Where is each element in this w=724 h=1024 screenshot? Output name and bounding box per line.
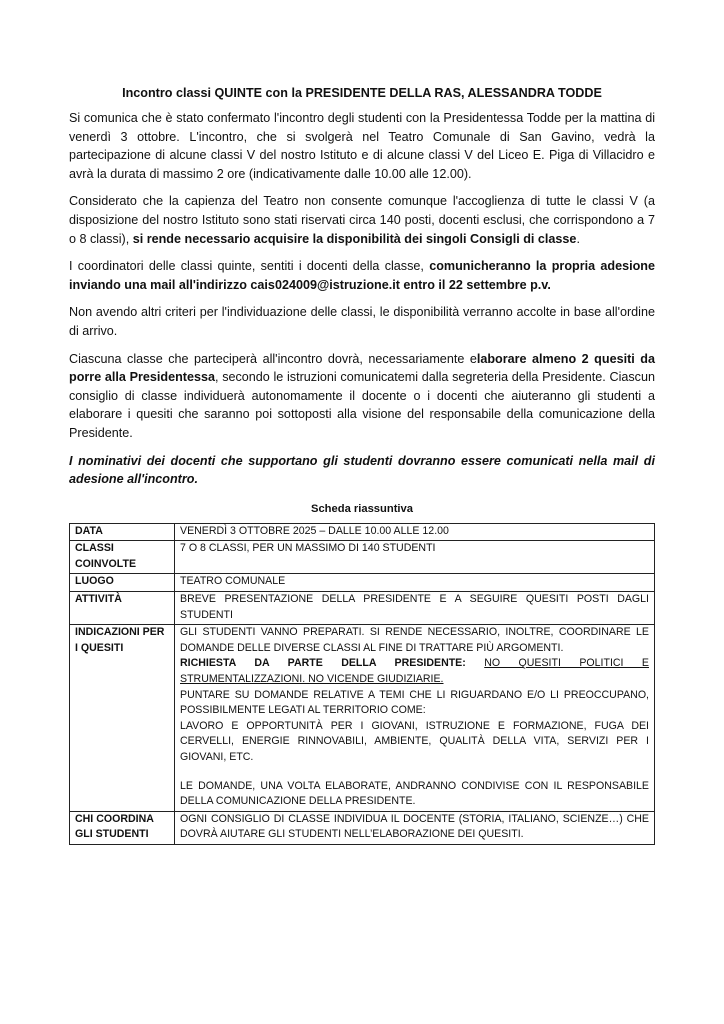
questions-text-end: , secondo le istruzioni comunicatemi dalla segreteria della Presidente. Ciascun consiglio di classe individuerà autonomamente il docente o i docenti che aiuteranno gli studenti a elaborare i quesiti che saranno poi sottoposti alla visione del responsabile della comunicazione della Presidente. <box>69 370 655 440</box>
president-request-text: NO QUESITI POLITICI E STRUMENTALIZZAZIONI. NO VICENDE GIUDIZIARIE. <box>180 657 649 686</box>
coordinators-text: I coordinatori delle classi quinte, sentiti i docenti della classe, <box>69 259 430 274</box>
questions-bold-text: laborare almeno 2 quesiti da porre alla Presidentessa <box>69 351 655 385</box>
row-label-activity: ATTIVITÀ <box>70 592 175 625</box>
row-label-question-guidelines: INDICAZIONI PER I QUESITI <box>70 625 175 812</box>
capacity-end: . <box>576 231 580 246</box>
row-value-coordinator: OGNI CONSIGLIO DI CLASSE INDIVIDUA IL DOCENTE (STORIA, ITALIANO, SCIENZE…) CHE DOVRÀ AIUTARE GLI STUDENTI NELL’ELABORAZIONE DEI QUESITI. <box>180 812 649 841</box>
capacity-bold-text: si rende necessario acquisire la disponibilità dei singoli Consigli di classe <box>132 231 577 246</box>
row-value-activity: BREVE PRESENTAZIONE DELLA PRESIDENTE E A SEGUIRE QUESITI POSTI DAGLI STUDENTI <box>180 593 649 621</box>
document-title: Incontro classi QUINTE con la PRESIDENTE DELLA RAS, ALESSANDRA TODDE <box>122 86 602 100</box>
table-row <box>70 811 655 844</box>
paragraph-questions <box>69 350 655 443</box>
paragraph-coordinators <box>69 257 655 294</box>
row-label-classes: CLASSI COINVOLTE <box>70 541 175 574</box>
row-value-question-guidelines <box>175 625 655 812</box>
coordinators-bold-text: comunicheranno la propria adesione inviando una mail all'indirizzo cais024009@istruzione.it entro il 22 settembre p.v. <box>69 259 655 292</box>
row-value-place: TEATRO COMUNALE <box>175 574 655 592</box>
row-label-date: DATA <box>70 523 175 541</box>
summary-title: Scheda riassuntiva <box>311 502 413 515</box>
table-row <box>70 523 655 541</box>
guideline-sharing: LE DOMANDE, UNA VOLTA ELABORATE, ANDRANNO CONDIVISE CON IL RESPONSABILE DELLA COMUNICAZIONE DELLA PRESIDENTE. <box>180 779 649 808</box>
row-label-place: LUOGO <box>70 574 175 592</box>
table-row <box>70 574 655 592</box>
guideline-preparation: GLI STUDENTI VANNO PREPARATI. SI RENDE NECESSARIO, INOLTRE, COORDINARE LE DOMANDE DELLE DIVERSE CLASSI AL FINE DI TRATTARE PIÙ ARGOMENTI. <box>180 626 649 654</box>
guideline-topics-list: LAVORO E OPPORTUNITÀ PER I GIOVANI, ISTRUZIONE E FORMAZIONE, FUGA DEI CERVELLI, ENERGIE RINNOVABILI, AMBIENTE, QUALITÀ DELLA VITA, SERVIZI PER I GIOVANI, ETC. <box>180 719 649 763</box>
table-row <box>70 592 655 625</box>
paragraph-teacher-names-note: I nominativi dei docenti che supportano gli studenti dovranno essere comunicati nella mail di adesione all'incontro. <box>69 453 655 487</box>
table-row <box>70 625 655 812</box>
row-value-date: VENERDÌ 3 OTTOBRE 2025 – DALLE 10.00 ALLE 12.00 <box>175 523 655 541</box>
paragraph-meeting-confirmation: Si comunica che è stato confermato l'incontro degli studenti con la Presidentessa Todde per la mattina di venerdì 3 ottobre. L'incontro, che si svolgerà nel Teatro Comunale di San Gavino, vedrà la partecipazione di alcune classi V del nostro Istituto e di alcune classi V del Liceo E. Piga di Villacidro e avrà la durata di massimo 2 ore (indicativamente dalle 10.00 alle 12.00). <box>69 111 655 181</box>
guideline-president-request <box>180 656 649 687</box>
paragraph-theatre-capacity <box>69 192 655 248</box>
row-value-classes: 7 O 8 CLASSI, PER UN MASSIMO DI 140 STUDENTI <box>175 541 655 574</box>
paragraph-criteria: Non avendo altri criteri per l'individuazione delle classi, le disponibilità verranno accolte in base all'ordine di arrivo. <box>69 305 655 338</box>
capacity-text: Considerato che la capienza del Teatro non consente comunque l'accoglienza di tutte le classi V (a disposizione del nostro Istituto sono stati riservati circa 140 posti, docenti esclusi, che corrispondono a 7 o 8 classi), <box>69 194 655 246</box>
summary-table <box>69 523 655 845</box>
questions-text-start: Ciascuna classe che parteciperà all'incontro dovrà, necessariamente e <box>69 351 477 366</box>
document-page <box>69 86 655 845</box>
president-request-label: RICHIESTA DA PARTE DELLA PRESIDENTE: <box>180 657 466 670</box>
row-label-coordinator: CHI COORDINA GLI STUDENTI <box>70 811 175 844</box>
guideline-topics-intro: PUNTARE SU DOMANDE RELATIVE A TEMI CHE LI RIGUARDANO E/O LI PREOCCUPANO, POSSIBILMENTE LEGATI AL TERRITORIO COME: <box>180 688 649 717</box>
table-row <box>70 541 655 574</box>
